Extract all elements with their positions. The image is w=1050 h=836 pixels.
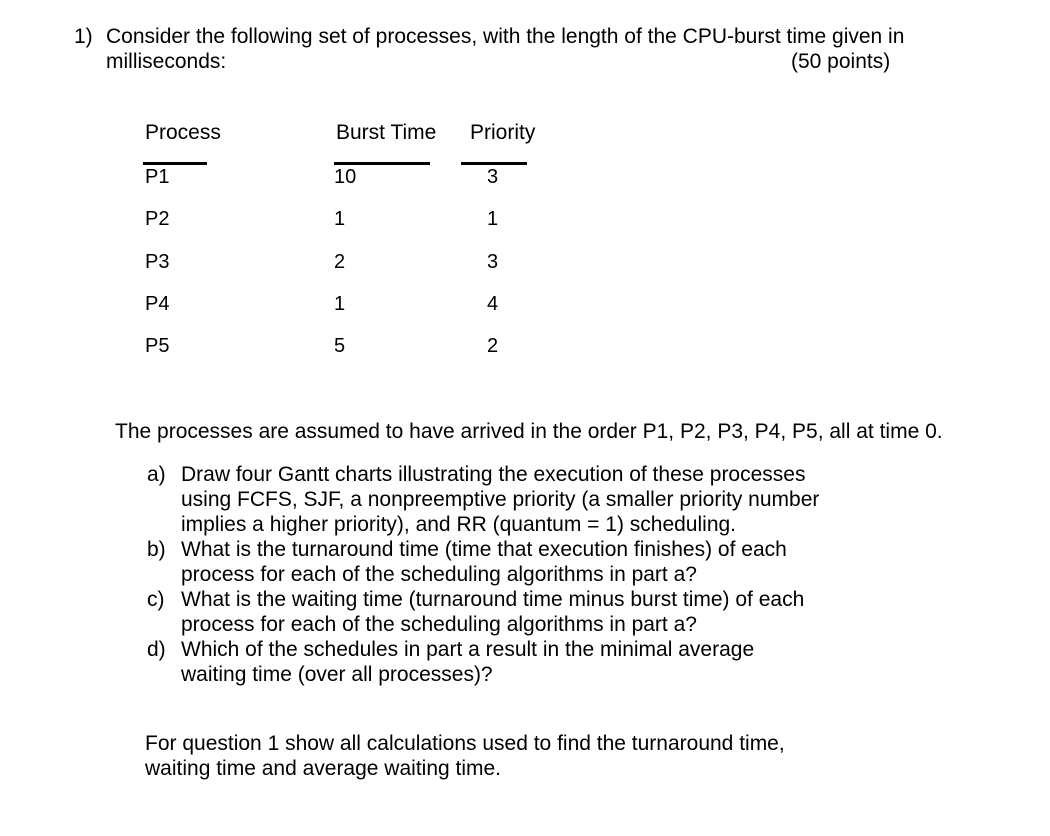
footer-instruction-line-2: waiting time and average waiting time.: [145, 757, 502, 780]
table-cell-burst: 1: [334, 208, 346, 230]
question-text-line-1: Consider the following set of processes, with the length of the CPU-burst time given in: [106, 25, 905, 48]
table-cell-process: P4: [145, 293, 170, 315]
table-cell-process: P3: [145, 251, 170, 273]
sub-question-text: implies a higher priority), and RR (quantum = 1) scheduling.: [181, 513, 737, 536]
table-cell-process: P2: [145, 208, 170, 230]
table-cell-priority: 3: [487, 166, 499, 188]
table-cell-process: P1: [145, 166, 170, 188]
table-cell-burst: 1: [334, 293, 346, 315]
sub-question-text: What is the waiting time (turnaround time minus burst time) of each: [181, 588, 805, 611]
table-cell-burst: 2: [334, 251, 346, 273]
sub-question-text: Draw four Gantt charts illustrating the execution of these processes: [181, 463, 806, 486]
sub-question-text: using FCFS, SJF, a nonpreemptive priority (a smaller priority number: [181, 488, 820, 511]
footer-instruction-line-1: For question 1 show all calculations used to find the turnaround time,: [145, 732, 785, 755]
sub-question-label: d): [147, 638, 166, 661]
table-cell-priority: 4: [487, 293, 499, 315]
sub-question-text: process for each of the scheduling algorithms in part a?: [181, 613, 697, 636]
arrival-note: The processes are assumed to have arrived in the order P1, P2, P3, P4, P5, all at time 0.: [115, 420, 943, 443]
table-cell-process: P5: [145, 335, 170, 357]
sub-question-text: What is the turnaround time (time that execution finishes) of each: [181, 538, 787, 561]
table-header-priority: Priority: [470, 121, 536, 144]
table-header-process: Process: [145, 121, 221, 144]
table-cell-priority: 2: [487, 335, 499, 357]
sub-question-label: a): [147, 463, 166, 486]
table-cell-burst: 5: [334, 335, 346, 357]
table-cell-priority: 3: [487, 251, 499, 273]
sub-question-label: b): [147, 538, 166, 561]
table-header-burst-time: Burst Time: [336, 121, 437, 144]
sub-question-text: waiting time (over all processes)?: [181, 663, 493, 686]
question-text-line-2: milliseconds:: [106, 50, 227, 73]
question-points: (50 points): [791, 50, 891, 73]
table-cell-priority: 1: [487, 208, 499, 230]
table-cell-burst: 10: [334, 166, 357, 188]
sub-question-label: c): [147, 588, 165, 611]
sub-question-text: Which of the schedules in part a result in the minimal average: [181, 638, 755, 661]
sub-question-text: process for each of the scheduling algorithms in part a?: [181, 563, 697, 586]
question-number: 1): [74, 25, 93, 48]
